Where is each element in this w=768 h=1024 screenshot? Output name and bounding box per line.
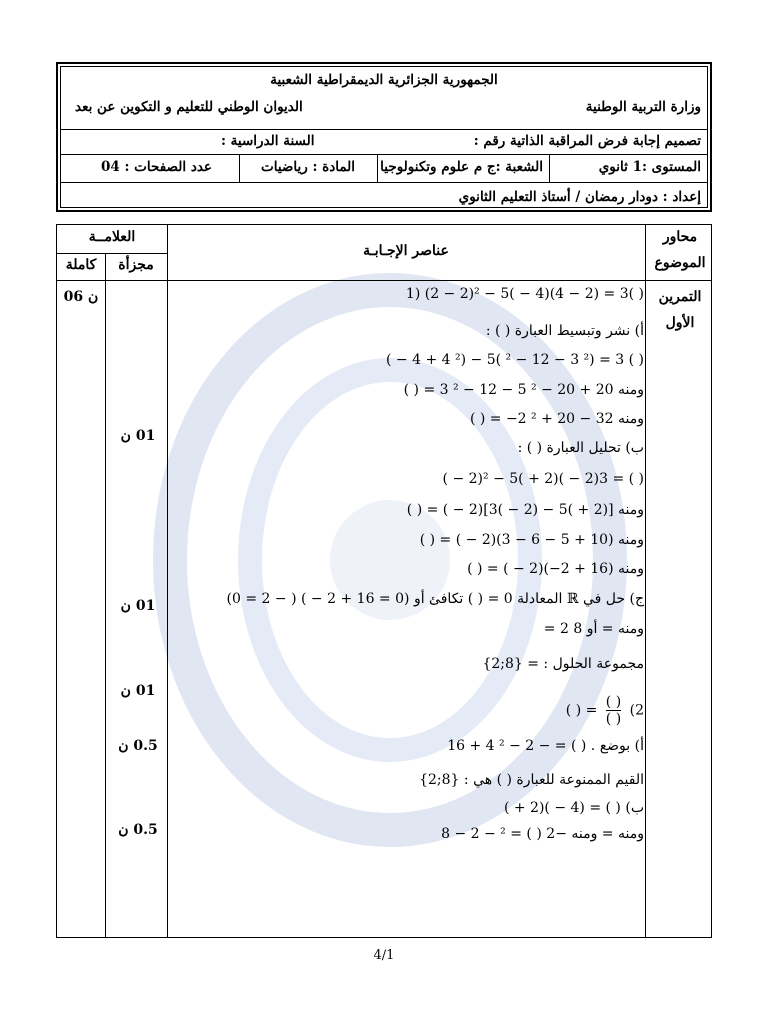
math-expression: ( ) = ( − 2)[3( − 2) − 5( + 2)] [406,502,614,518]
answer-text: القيم الممنوعة للعبارة ( ) هي : [459,772,644,788]
math-expression: ( − 4 + 4 ²) − 5( ² − 12 − 3 ²) = 3 ( ) [386,352,644,368]
topic-label-1: التمرين [658,289,702,305]
math-expression: {2;8} [419,772,460,788]
math-expression: ( ) = ( − 2)(−2 + 16) [467,561,614,577]
answer-text: ب) [620,800,644,816]
level-label: المستوى :1 ثانوي [598,159,701,175]
math-expression: 1) (2 − 2)² − 5( − 4)(4 − 2) = 3( ) [405,286,644,302]
answer-line [406,286,644,302]
ministry-label: وزارة التربية الوطنية [585,99,701,115]
fraction-expression: ( ) = $\frac{( )}{( )}$ (2 [565,694,644,727]
math-expression: ( ) = ( − 2)(3 − 6 − 5 + 10) [419,532,614,548]
answer-line [504,800,644,816]
answer-line [420,532,644,548]
answer-text: ج) حل في ℝ المعادلة 0 = ( ) تكافئ [424,591,644,607]
math-expression: 8 − 2 − ² = ( ) ومنه −2 = [441,826,614,842]
answer-line [486,323,644,339]
answer-line [404,382,644,398]
answer-text: أ) نشر وتبسيط العبارة ( ) : [485,323,644,339]
answer-text: ومنه [613,621,644,637]
partial-mark: 01 ن [120,428,156,444]
subject-label: المادة : رياضيات [261,159,355,175]
math-expression: ( + 2)( − 4) = ( ) [503,800,621,816]
answer-text: ومنه [613,411,644,427]
grade-header: العلامــة [88,229,136,245]
page-number: 4/1 [373,948,395,963]
answer-line [470,411,644,427]
axes-header-1: محاور [662,229,698,245]
answer-line [467,561,644,577]
answer-line [566,694,644,727]
full-mark: 06 ن [63,289,99,305]
math-expression: ( ) = −2 ² + 20 − 32 [469,411,614,427]
header-box [56,62,712,212]
answer-line [482,656,644,672]
partial-mark: 0.5 ن [118,738,158,754]
math-expression: (0 = 2 − ) أو (0 = 16 + 2 − ) [226,591,425,607]
answer-line [441,826,644,842]
answer-text: ب) تحليل العبارة ( ) : [517,440,644,456]
answer-line [419,772,644,788]
year-label: السنة الدراسية : [221,133,315,149]
math-expression: ( ) = 3 ² − 12 − 5 ² − 20 + 20 [403,382,614,398]
answer-line [443,471,644,487]
pages-label: عدد الصفحات : 04 [101,159,212,175]
answer-text: مجموعة الحلول : [538,656,644,672]
partial-mark: 0.5 ن [118,822,158,838]
answer-text: ومنه [613,502,644,518]
answer-text: ومنه [613,826,644,842]
answer-text: أ) بوضع [595,738,644,754]
answer-header: عناصر الإجـابـة [363,243,449,259]
answer-line [447,738,644,754]
partial-mark: 01 ن [120,683,156,699]
answer-line [407,502,644,518]
math-expression: ( − 2)² − 5( + 2)( − 2)3 = ( ) [442,471,644,487]
office-label: الديوان الوطني للتعليم و التكوين عن بعد [75,99,303,115]
answer-line [227,591,644,607]
full-header: كاملة [65,257,97,273]
math-expression: = 2 أو 8 = [543,621,614,637]
partial-mark: 01 ن [120,598,156,614]
republic-title: الجمهورية الجزائرية الديمقراطية الشعبية [270,72,498,88]
math-expression: {2;8} = [482,656,539,672]
prepared-label: إعداد : دودار رمضان / أستاذ التعليم الثانوي [458,189,701,205]
design-label: تصميم إجابة فرض المراقبة الذاتية رقم : [473,133,701,149]
answer-text: ومنه [613,532,644,548]
answer-line [386,352,644,368]
topic-label-2: الأول [665,315,695,331]
answer-line [518,440,644,456]
answer-text: ومنه [613,382,644,398]
branch-label: الشعبة :ج م علوم وتكنولوجيا [380,159,543,175]
math-expression: 16 + 4 ² − 2 − = ( ) . [447,738,596,754]
partial-header: مجزأة [118,257,154,273]
answer-line [544,621,644,637]
axes-header-2: الموضوع [654,255,706,271]
answer-text: ومنه [613,561,644,577]
